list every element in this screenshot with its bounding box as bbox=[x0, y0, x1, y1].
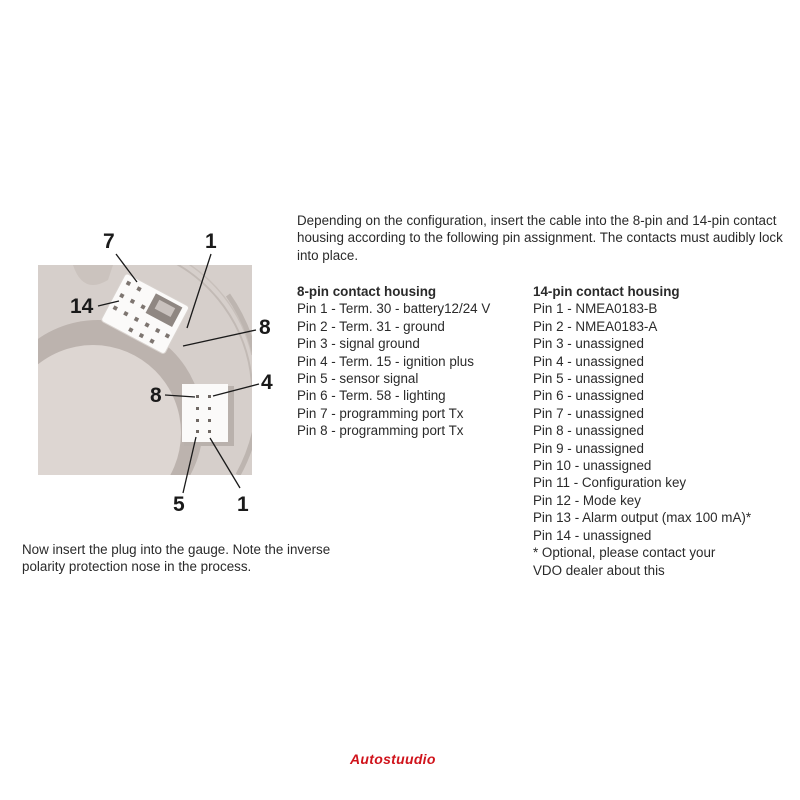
pin-row: Pin 4 - unassigned bbox=[533, 353, 644, 369]
pin-row: Pin 5 - unassigned bbox=[533, 371, 644, 387]
housing-8pin-title: 8-pin contact housing bbox=[297, 284, 437, 299]
footnote: * Optional, please contact your VDO dealer about this bbox=[533, 545, 716, 578]
pin-row: Pin 14 - unassigned bbox=[533, 527, 652, 543]
pin-row: Pin 13 - Alarm output (max 100 mA)* bbox=[533, 510, 752, 526]
callout-4: 4 bbox=[261, 371, 273, 394]
housing-14pin-list bbox=[533, 283, 795, 579]
intro-paragraph: Depending on the configuration, insert the cable into the 8-pin and 14-pin contact housing according to the following pin assignment. The contacts must audibly lock into place. bbox=[297, 213, 783, 263]
callout-8-top: 8 bbox=[259, 316, 271, 339]
pin-row: Pin 8 - programming port Tx bbox=[297, 423, 464, 439]
pin-row: Pin 1 - Term. 30 - battery12/24 V bbox=[297, 301, 491, 317]
pin-row: Pin 8 - unassigned bbox=[533, 423, 644, 439]
brand-watermark: Autostuudio bbox=[350, 751, 436, 767]
callout-7: 7 bbox=[103, 230, 115, 253]
pin-row: Pin 3 - signal ground bbox=[297, 336, 420, 352]
pin-row: Pin 7 - unassigned bbox=[533, 405, 644, 421]
pin-row: Pin 6 - Term. 58 - lighting bbox=[297, 388, 446, 404]
callout-1-bottom: 1 bbox=[237, 493, 249, 516]
pin-row: Pin 6 - unassigned bbox=[533, 388, 644, 404]
plug-insertion-note: Now insert the plug into the gauge. Note the inverse polarity protection nose in the process. bbox=[22, 542, 331, 575]
pin-row: Pin 7 - programming port Tx bbox=[297, 405, 464, 421]
pin-row: Pin 2 - Term. 31 - ground bbox=[297, 318, 445, 334]
pin-row: Pin 9 - unassigned bbox=[533, 440, 644, 456]
pin-row: Pin 4 - Term. 15 - ignition plus bbox=[297, 353, 474, 369]
pin-row: Pin 10 - unassigned bbox=[533, 458, 652, 474]
pin-row: Pin 3 - unassigned bbox=[533, 336, 644, 352]
callout-8-mid: 8 bbox=[150, 384, 162, 407]
pin-row: Pin 11 - Configuration key bbox=[533, 475, 687, 491]
housing-8pin-list bbox=[297, 283, 527, 440]
callout-5: 5 bbox=[173, 493, 185, 516]
housing-14pin-title: 14-pin contact housing bbox=[533, 284, 680, 299]
callout-14: 14 bbox=[70, 295, 94, 318]
housing-8pin-shape bbox=[182, 384, 228, 442]
pin-row: Pin 5 - sensor signal bbox=[297, 371, 419, 387]
callout-1-top: 1 bbox=[205, 230, 217, 253]
pin-row: Pin 2 - NMEA0183-A bbox=[533, 318, 658, 334]
pin-row: Pin 12 - Mode key bbox=[533, 492, 641, 508]
pin-row: Pin 1 - NMEA0183-B bbox=[533, 301, 658, 317]
